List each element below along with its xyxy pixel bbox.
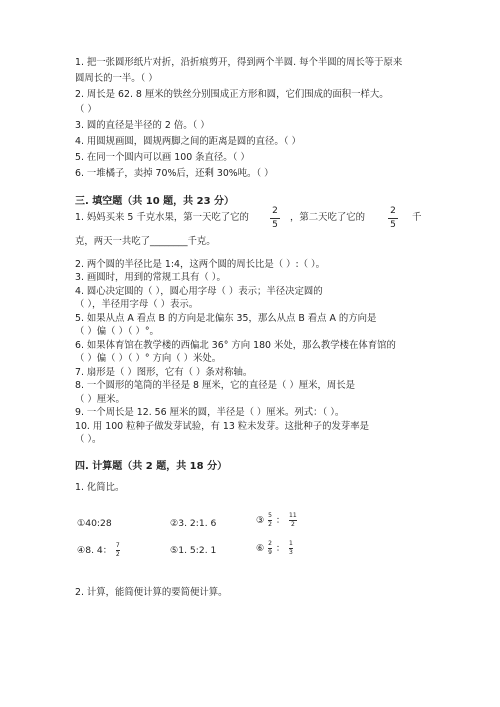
fraction — [268, 541, 272, 556]
calc1-title: 1. 化简比。 — [75, 482, 125, 493]
fraction-numerator: 5 — [268, 512, 272, 519]
q1-line2: 克，两天一共吃了________千克。 — [75, 236, 216, 247]
fill-line: （ ）偏（ ）（ ）° 方向（ ）米处。 — [75, 353, 222, 364]
fraction — [268, 513, 272, 528]
fill-line: 3. 画圆时，用到的常规工具有（ ）。 — [75, 272, 226, 283]
fraction-bar — [270, 218, 280, 219]
fraction — [289, 541, 293, 556]
tf-line: 5. 在同一个圆内可以画 100 条直径。（ ） — [75, 152, 250, 163]
fraction-denominator: 3 — [289, 549, 293, 556]
fraction — [289, 513, 297, 528]
fraction — [116, 543, 120, 558]
tf-line: 2. 周长是 62. 8 厘米的铁丝分别围成正方形和圆，它们围成的面积一样大。 — [75, 89, 389, 100]
fraction-numerator: 7 — [115, 542, 120, 549]
fraction-denominator: 5 — [390, 220, 396, 230]
fraction-denominator: 9 — [268, 549, 272, 556]
fraction-numerator: 2 — [272, 206, 278, 216]
fill-line: 5. 如果从点 A 看点 B 的方向是北偏东 35，那么从点 B 看点 A 的方向是 — [75, 313, 377, 324]
fraction — [386, 206, 400, 231]
calc-item: ①40:28 — [77, 518, 112, 529]
tf-line: 3. 圆的直径是半径的 2 倍。（ ） — [75, 120, 210, 131]
tf-line: 圆周长的一半。（ ） — [75, 73, 158, 84]
tf-line: 1. 把一张圆形纸片对折，沿折痕剪开，得到两个半圆. 每个半圆的周长等于原来 — [75, 57, 403, 68]
ratio-separator: ： — [275, 543, 286, 554]
fraction-numerator: 11 — [289, 512, 297, 519]
fraction-denominator: 2 — [115, 551, 120, 558]
tf-line: （ ） — [75, 104, 97, 115]
q1-part-b: ，第二天吃了它的 — [290, 212, 366, 223]
q1-part-c: 千 — [412, 212, 422, 223]
tf-line: 4. 用圆规画圆，圆规两脚之间的距离是圆的直径。（ ） — [75, 136, 301, 147]
calc-item — [77, 542, 121, 558]
fill-line: （ ）。 — [75, 434, 102, 445]
fill-line: （ ）偏（ ）（ ）°。 — [75, 326, 159, 337]
calc-prefix: ④8. 4： — [77, 545, 112, 556]
calc-item — [256, 512, 298, 528]
tf-line: 6. 一堆橘子，卖掉 70%后，还剩 30%吨。（ ） — [75, 168, 274, 179]
fraction-denominator: 5 — [272, 220, 278, 230]
calc-mark: ③ — [256, 515, 265, 526]
fill-line: 8. 一个圆形的笔筒的半径是 8 厘米，它的直径是（ ）厘米，周长是 — [75, 380, 355, 391]
fraction-numerator: 1 — [289, 540, 293, 547]
ratio-separator: ： — [275, 515, 286, 526]
section-title-calc: 四. 计算题（共 2 题，共 18 分） — [75, 461, 228, 472]
calc-item: ⑤1. 5:2. 1 — [170, 545, 217, 556]
section-title-fill: 三. 填空题（共 10 题，共 23 分） — [75, 196, 235, 207]
fill-line: 2. 两个圆的半径比是 1:4，这两个圆的周长比是（ ）:（ ）。 — [75, 259, 326, 270]
fill-line: （ ），半径用字母（ ）表示。 — [75, 299, 199, 310]
fraction-numerator: 2 — [390, 206, 396, 216]
fill-line: 10. 用 100 粒种子做发芽试验，有 13 粒未发芽。这批种子的发芽率是 — [75, 421, 370, 432]
fill-line: 7. 扇形是（ ）图形，它有（ ）条对称轴。 — [75, 367, 253, 378]
calc-mark: ⑥ — [256, 543, 265, 554]
calc-item — [256, 540, 294, 556]
calc2-title: 2. 计算，能简便计算的要简便计算。 — [75, 587, 228, 598]
fill-line: 4. 圆心决定圆的（ ），圆心用字母（ ）表示；半径决定圆的 — [75, 286, 323, 297]
fraction-bar — [388, 218, 398, 219]
fill-line: 9. 一个周长是 12. 56 厘米的圆，半径是（ ）厘米。列式：（ ）。 — [75, 407, 345, 418]
calc-item: ②3. 2:1. 6 — [170, 518, 217, 529]
fraction-numerator: 2 — [268, 540, 272, 547]
fill-line: 6. 如果体育馆在教学楼的西偏北 36° 方向 180 米处，那么教学楼在体育馆的 — [75, 340, 396, 351]
fraction-denominator: 2 — [268, 521, 272, 528]
fraction — [268, 206, 282, 231]
fraction-denominator: 2 — [290, 521, 295, 528]
q1-part-a: 1. 妈妈买来 5 千克水果，第一天吃了它的 — [75, 212, 249, 223]
fill-line: （ ）厘米。 — [75, 394, 125, 405]
